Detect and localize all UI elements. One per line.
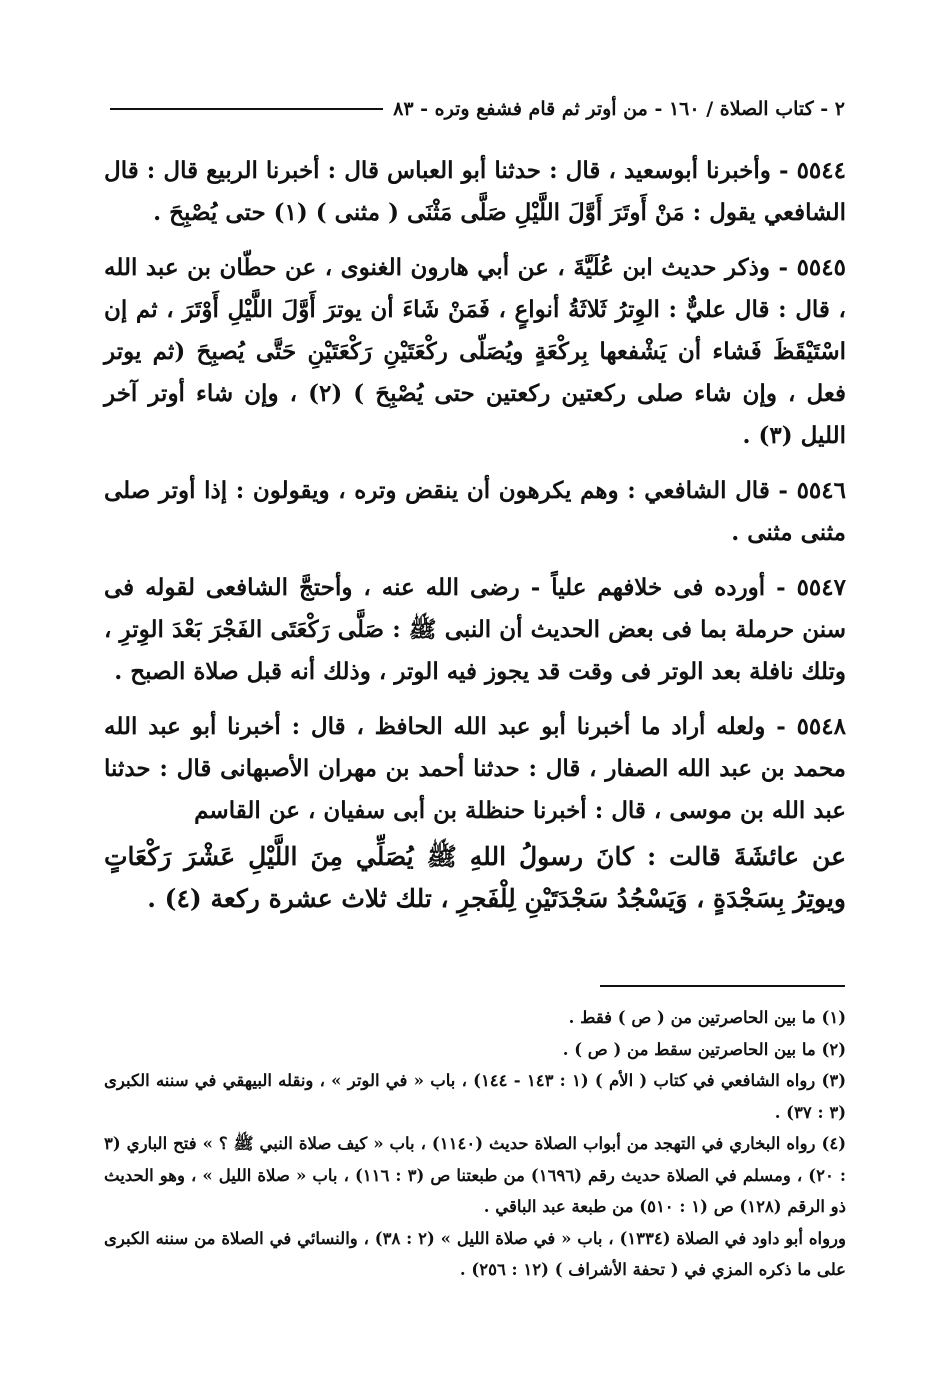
footnote-4-continued: ورواه أبو داود في الصلاة (١٣٣٤) ، باب « في صلاة الليل » (٢ : ٣٨) ، والنسائي في الصلاة من سننه الكبرى على ما ذكره المزي في ( تحفة الأشراف ) (١٢ : ٢٥٦) .	[104, 1228, 846, 1279]
footnote-3: (٣) رواه الشافعي في كتاب ( الأم ) (١ : ١٤٣ - ١٤٤) ، باب « في الوتر » ، ونقله البيهقي في سننه الكبرى (٣ : ٣٧) .	[104, 1071, 846, 1122]
header-rule	[110, 108, 383, 110]
footnote-1: (١) ما بين الحاصرتين من ( ص ) فقط .	[568, 1008, 846, 1027]
paragraph-5546: ٥٥٤٦ - قال الشافعي : وهم يكرهون أن ينقض وتره ، ويقولون : إذا أوتر صلى مثنى مثنى .	[104, 477, 846, 546]
paragraph-5544: ٥٥٤٤ - وأخبرنا أبوسعيد ، قال : حدثنا أبو العباس قال : أخبرنا الربيع قال : قال الشافعي يقول : مَنْ أَوتَرَ أَوَّلَ اللَّيْلِ صَلَّى مَثْنَى ( مثنى ) (١) حتى يُصْبِحَ .	[104, 157, 846, 226]
footnote-2: (٢) ما بين الحاصرتين سقط من ( ص ) .	[562, 1039, 846, 1059]
main-text	[104, 150, 846, 933]
page-header	[110, 98, 845, 120]
paragraph-5545: ٥٥٤٥ - وذكر حديث ابن عُلَيَّةَ ، عن أبي هارون الغنوى ، عن حطّان بن عبد الله ، قال : قال عليٌّ : الوِترُ ثَلاثَةُ أنواعٍ ، فَمَنْ شَاءَ أن يوترَ أَوَّلَ اللَّيْلِ أَوْتَرَ ، ثم إن اسْتَيْقَظَ فَشاء أن يَشْفعها بِركْعَةٍ ويُصَلّى ركْعَتَيْنِ رَكْعَتَيْنِ حَتَّى يُصبِحَ (ثم يوتر فعل ، وإن شاء صلى ركعتين ركعتين حتى يُصْبِحَ ) (٢) ، وإن شاء أوتر آخر الليل (٣) .	[104, 254, 846, 449]
footnote-4: (٤) رواه البخاري في التهجد من أبواب الصلاة حديث (١١٤٠) ، باب « كيف صلاة النبي ﷺ ؟ » فتح الباري (٣ : ٢٠) ، ومسلم في الصلاة حديث رقم (١٦٩٦) من طبعتنا ص (٣ : ١١٦) ، باب « صلاة الليل » ، وهو الحديث ذو الرقم (١٢٨) ص (١ : ٥١٠) من طبعة عبد الباقي .	[104, 1134, 846, 1216]
footnote-divider	[600, 985, 845, 987]
running-title: ٢ - كتاب الصلاة / ١٦٠ - من أوتر ثم قام فشفع وتره - ٨٣	[393, 98, 845, 120]
paragraph-5547: ٥٥٤٧ - أورده فى خلافهم علياً - رضى الله عنه ، وأحتجَّ الشافعى لقوله فى سنن حرملة بما فى بعض الحديث أن النبى ﷺ : صَلَّى رَكْعَتَى الفَجْرَ بَعْدَ الوِترِ ، وتلك نافلة بعد الوتر فى وقت قد يجوز فيه الوتر ، وذلك أنه قبل صلاة الصبح .	[104, 574, 846, 685]
paragraph-5548-matn: عن عائشَةَ قالت : كانَ رسولُ اللهِ ﷺ يُصَلِّي مِنَ اللَّيْلِ عَشْرَ رَكْعَاتٍ ويوتِرُ بِسَجْدَةٍ ، وَيَسْجُدُ سَجْدَتَيْنِ لِلْفَجرِ ، تلك ثلاث عشرة ركعة (٤) .	[104, 842, 846, 913]
paragraph-5548-isnad: ٥٥٤٨ - ولعله أراد ما أخبرنا أبو عبد الله الحافظ ، قال : أخبرنا أبو عبد الله محمد بن عبد الله الصفار ، قال : حدثنا أحمد بن مهران الأصبهانى قال : حدثنا عبد الله بن موسى ، قال : أخبرنا حنظلة بن أبى سفيان ، عن القاسم	[104, 713, 846, 824]
footnotes	[104, 1002, 846, 1286]
